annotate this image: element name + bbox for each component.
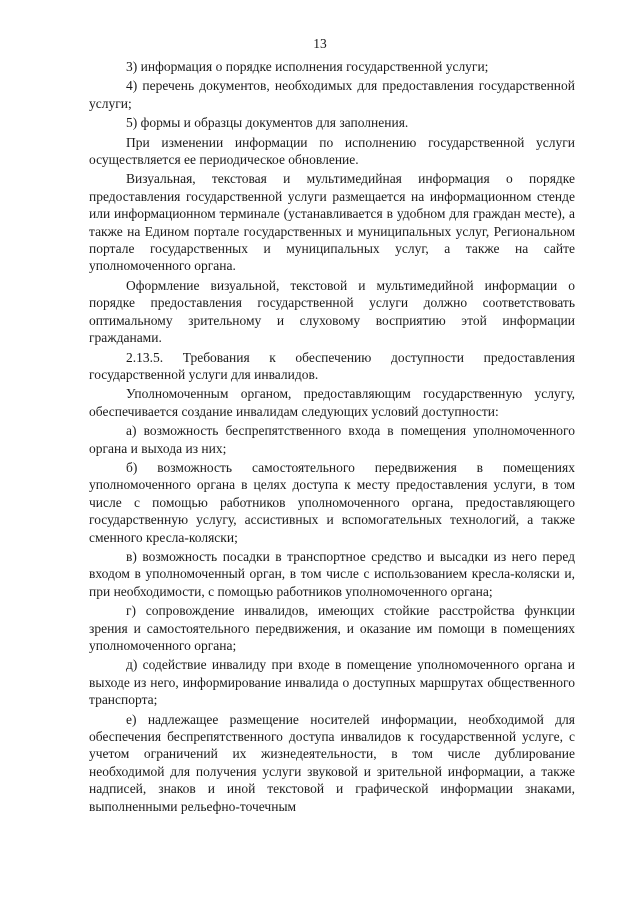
paragraph: 2.13.5. Требования к обеспечению доступности предоставления государственной услуги для инвалидов.	[89, 349, 575, 382]
paragraph: а) возможность беспрепятственного входа в помещения уполномоченного органа и выхода из них;	[89, 423, 575, 456]
paragraph: 3) информация о порядке исполнения государственной услуги;	[126, 59, 489, 74]
page-number: 13	[313, 36, 327, 51]
paragraph: 5) формы и образцы документов для заполнения.	[126, 115, 409, 131]
paragraph: г) сопровождение инвалидов, имеющих стойкие расстройства функции зрения и самостоятельного передвижения, и оказание им помощи в помещениях уполномоченного органа;	[89, 603, 575, 653]
paragraph: д) содействие инвалиду при входе в помещение уполномоченного органа и выходе из него, информирование инвалида о доступных маршрутах общественного транспорта;	[89, 657, 575, 708]
paragraph: При изменении информации по исполнению государственной услуги осуществляется ее периодическое обновление.	[89, 134, 575, 168]
document-body	[89, 58, 575, 817]
paragraph: 4) перечень документов, необходимых для предоставления государственной услуги;	[89, 78, 575, 111]
paragraph: Оформление визуальной, текстовой и мультимедийной информации о порядке предоставления государственной услуги должно соответствовать оптимальному зрительному и слуховому восприятию этой информации гражданами.	[89, 277, 575, 346]
paragraph: Визуальная, текстовая и мультимедийная информация о порядке предоставления государственной услуги размещается на информационном стенде или информационном терминале (устанавливается в удобном для граждан месте), а также на Едином портале государственных и муниципальных услуг, Региональном портале государственных и муниципальных услуг, а также на сайте уполномоченного органа.	[89, 171, 575, 274]
paragraph: б) возможность самостоятельного передвижения в помещениях уполномоченного органа в целях доступа к месту предоставления услуги, в том числе с помощью работников уполномоченного органа, предоставляющего государственную услугу, ассистивных и вспомогательных технологий, а также сменного кресла-коляски;	[89, 459, 575, 545]
paragraph: Уполномоченным органом, предоставляющим государственную услугу, обеспечивается создание инвалидам следующих условий доступности:	[89, 386, 575, 419]
paragraph: е) надлежащее размещение носителей информации, необходимой для обеспечения беспрепятственного доступа инвалидов к государственной услуге, с учетом ограничений их жизнедеятельности, в том числе дублирование необходимой для получения услуги звуковой и зрительной информации, а также надписей, знаков и иной текстовой и графической информации знаками, выполненными рельефно-точечным	[89, 711, 575, 814]
paragraph: в) возможность посадки в транспортное средство и высадки из него перед входом в уполномоченный орган, в том числе с использованием кресла-коляски и, при необходимости, с помощью работников уполномоченного органа;	[89, 548, 575, 599]
